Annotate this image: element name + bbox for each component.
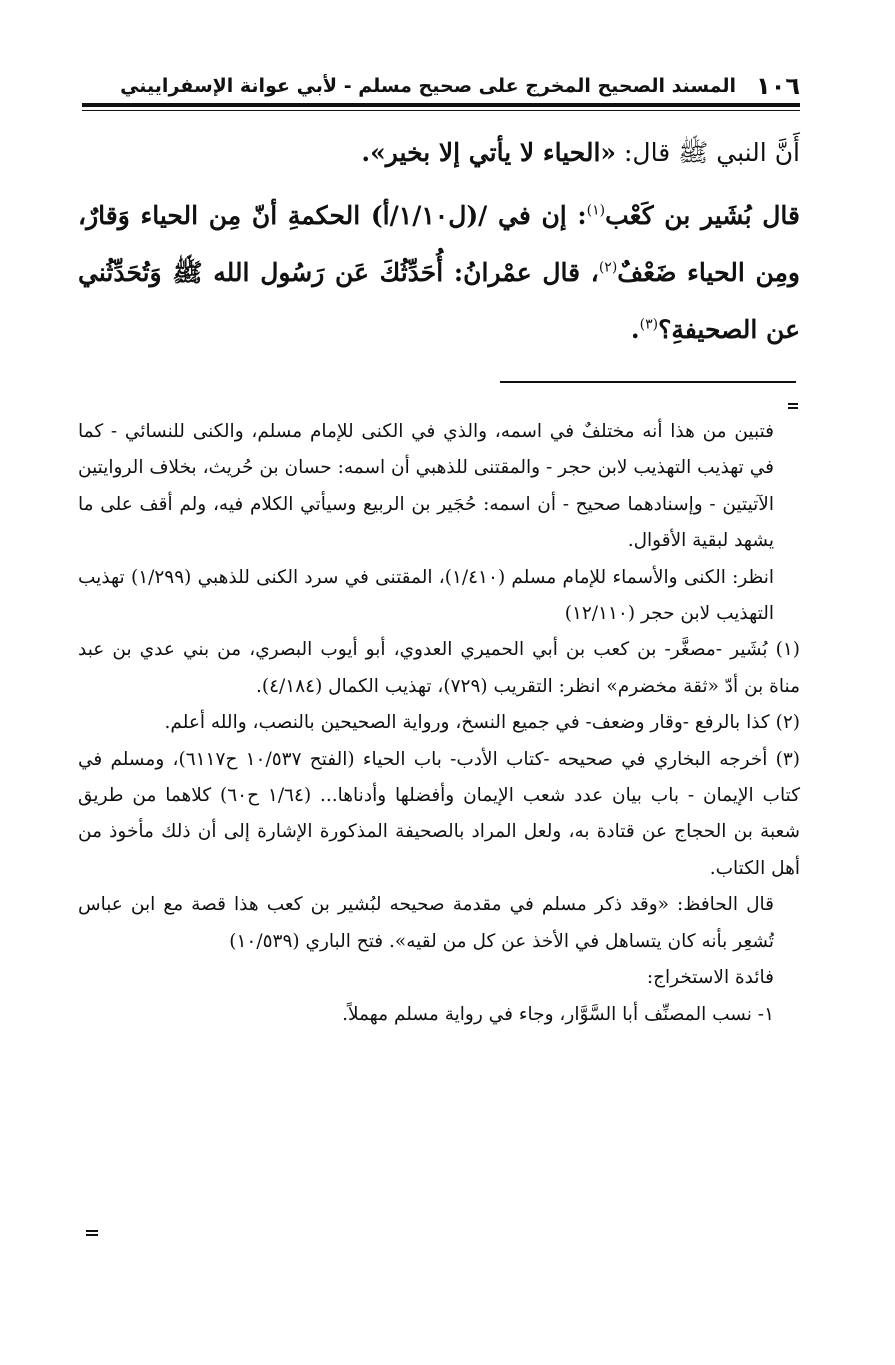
footnote-ref-3[interactable]: (٣) (639, 316, 659, 333)
footnote-continuation-2: انظر: الكنى والأسماء للإمام مسلم (١/٤١٠)، المقتنى في سرد الكنى للذهبي (١/٢٩٩) تهذيب التهذيب لابن حجر (١٢/١١٠) (78, 566, 775, 625)
end-mark (86, 1230, 98, 1236)
narration-end: . (630, 315, 640, 344)
narration-paragraph (78, 187, 800, 358)
header-rule-thin (82, 110, 800, 111)
footnote-3-quote: قال الحافظ: «وقد ذكر مسلم في مقدمة صحيحه لبُشير بن كعب هذا قصة مع ابن عباس تُشعِر بأنه كان يتساهل في الأخذ عن كل من لقيه». فتح الباري (١٠/٥٣٩) (78, 894, 774, 952)
narration-part-1: قال بُشَير بن كَعْب (605, 201, 800, 230)
page-header (82, 68, 800, 104)
main-text (78, 124, 800, 358)
footnote-3-benefit-heading: فائدة الاستخراج: (646, 967, 774, 989)
footnote-2: (٢) كذا بالرفع -وقار وضعف- في جميع النسخ، ورواية الصحيحين بالنصب، والله أعلم. (164, 712, 800, 734)
footnotes (78, 414, 800, 1033)
footnote-separator (500, 381, 796, 383)
hadith-quote: «الحياء لا يأتي إلا بخير». (361, 138, 617, 167)
footnote-ref-2[interactable]: (٢) (598, 259, 618, 276)
footnote-3: (٣) أخرجه البخاري في صحيحه -كتاب الأدب- باب الحياء (الفتح ١٠/٥٣٧ ح٦١١٧)، ومسلم في كتاب الإيمان - باب بيان عدد شعب الإيمان وأفضلها وأدناها... (١/٦٤ ح٦٠) كلاهما من طريق شعبة بن الحجاج عن قتادة به، ولعل المراد بالصحيفة المذكورة الإشارة إلى أن ذلك مأخوذ من أهل الكتاب. (78, 748, 800, 879)
footnote-ref-1[interactable]: (١) (586, 202, 606, 219)
hadith-intro: أَنَّ النبي ﷺ قال: (616, 138, 800, 167)
footnote-continuation-1: فتبين من هذا أنه مختلفٌ في اسمه، والذي في الكنى للإمام مسلم، والكنى للنسائي - كما في تهذيب التهذيب لابن حجر - والمقتنى للذهبي أن اسمه: حسان بن حُريث، بخلاف الروايتين الآتيتين - وإسنادهما صحيح - أن اسمه: حُجَير بن الربيع وسيأتي الكلام فيه، ولم أقف على ما يشهد لبقية الأقوال. (78, 421, 774, 552)
footnote-1: (١) بُشَير -مصغَّر- بن كعب بن أبي الحميري العدوي، أبو أيوب البصري، من بني عدي بن عبد مناة بن أدّ «ثقة مخضرم» انظر: التقريب (٧٢٩)، تهذيب الكمال (٤/١٨٤). (78, 639, 800, 697)
header-rule-thick (82, 103, 800, 107)
narration-part-3: ، قال عمْرانُ: أُحَدِّثُكَ عَن رَسُول الله ﷺ وَتُحَدِّثُني عن الصحيفةِ؟ (78, 258, 800, 344)
narration-part-2: : إن في /(ل١/١٠/أ) الحكمةِ أنّ مِن الحياء وَقارٌ، ومِن الحياء ضَعْفٌ (78, 201, 800, 287)
footnote-3-benefit-item: ١- نسب المصنِّف أبا السَّوَّار، وجاء في رواية مسلم مهملاً. (342, 1003, 774, 1025)
hadith-line (78, 124, 800, 181)
page-number: ١٠٦ (756, 72, 800, 100)
running-title: المسند الصحيح المخرج على صحيح مسلم - لأبي عوانة الإسفراييني (120, 75, 737, 97)
continuation-mark (788, 403, 798, 409)
